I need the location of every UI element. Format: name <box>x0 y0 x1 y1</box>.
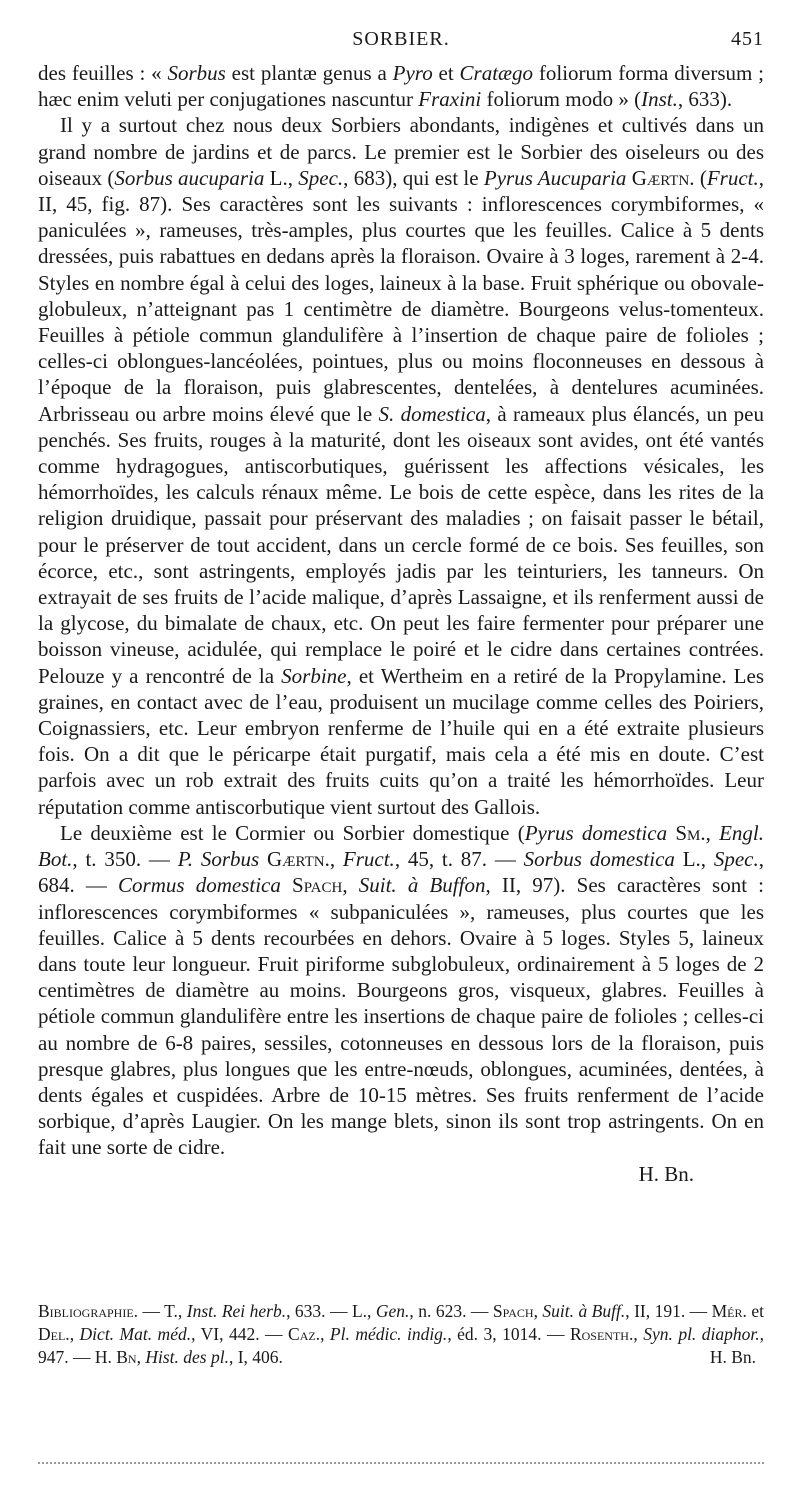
author-abbrev: Mér. <box>711 1301 747 1321</box>
italic-text: Inst. Rei herb. <box>186 1301 287 1321</box>
italic-text: Inst. <box>641 87 678 112</box>
author-abbrev: Gærtn. <box>631 165 695 190</box>
text-run: L., <box>264 165 299 190</box>
author-abbrev: Caz. <box>288 1324 321 1344</box>
text-run: , et Wertheim en a retiré de la Propylamine. Les graines, en contact avec de l’eau, produisent un mucilage comme celles des Poiriers, Coignassiers, etc. Leur embryon renferme de l’huile qui en a été extraite plusieurs fois. On a dit que le péricarpe était purgatif, mais cela a été mis en doute. C’est parfois avec un rob extrait des fruits cuits qu’on a traité les hémorrhoïdes. Leur réputation comme antiscorbutique vient surtout des Gallois. <box>38 663 764 819</box>
author-abbrev: Gærtn. <box>267 847 330 872</box>
italic-text: Suit. à Buff. <box>542 1301 626 1321</box>
text-run: est plantæ genus a <box>225 61 393 85</box>
author-abbrev: H. Bn <box>94 1347 137 1367</box>
text-run: , 947. — <box>38 1324 765 1367</box>
author-abbrev: Spach <box>292 873 343 898</box>
paragraph-2 <box>38 112 764 819</box>
text-run: , 683), qui est le <box>343 165 484 190</box>
running-title: SORBIER. <box>352 28 450 50</box>
text-run: , n. 623. — <box>409 1301 493 1321</box>
author-abbrev: Del. <box>38 1324 70 1344</box>
page-number: 451 <box>731 28 764 50</box>
text-run: , <box>705 820 720 845</box>
text-run: , <box>320 1324 330 1344</box>
paragraph-1 <box>38 60 764 112</box>
italic-text: P. Sorbus <box>177 847 260 872</box>
text-run: , I, 406. <box>228 1347 283 1367</box>
paragraph-3 <box>38 820 764 1161</box>
italic-text: Hist. des pl. <box>145 1347 229 1367</box>
italic-text: Sorbine <box>281 663 347 688</box>
text-run: , II, 97). Ses caractères sont : inflorescences corymbiformes « subpaniculées », rameuses, plus courtes que les feuilles. Calice à 5 dents recourbées en dehors. Ovaire à 5 loges. Styles 5, laineux dans toute leur longueur. Fruit piriforme subglobuleux, ordinairement à 5 loges de 2 centimètres de diamètre au moins. Bourgeons gros, visqueux, glabres. Feuilles à pétiole commun glandulifère entre les insertions de chaque paire de folioles ; celles-ci au nombre de 6-8 paires, sessiles, cotonneuses en dessous lors de la floraison, puis presque glabres, plus longues que les entre-nœuds, oblongues, acuminées, dentées, à dents égales et cuspidées. Arbre de 10-15 mètres. Ses fruits renferment de l’acide sorbique, d’après Laugier. On les mange blets, sinon ils sont trop astringents. On en fait une sorte de cidre. <box>38 873 765 1160</box>
text-run <box>281 873 292 897</box>
article-signature: H. Bn. <box>638 1161 694 1186</box>
text-run: Le deuxième est le Cormier ou Sorbier domestique ( <box>60 820 525 845</box>
text-run: , <box>633 1324 644 1344</box>
italic-text: Pyrus Aucuparia <box>483 165 627 190</box>
text-run: des feuilles : « <box>38 61 168 85</box>
text-run: Il y a surtout chez nous deux Sorbiers abondants, indigènes et cultivés dans un grand nombre de jardins et de parcs. Le premier est le Sorbier des oiseleurs ou des oiseaux ( <box>38 113 764 190</box>
italic-text: Fraxini <box>418 87 482 112</box>
italic-text: Syn. pl. diaphor. <box>643 1324 760 1344</box>
text-run: , <box>329 847 343 872</box>
text-run: , <box>533 1301 543 1321</box>
italic-text: Sorbus <box>167 61 226 85</box>
text-run: , II, 45, fig. 87). Ses caractères sont les suivants : inflorescences corymbiformes, « paniculées », rameuses, très-amples, plus courtes que les feuilles. Calice à 5 dents dressées, puis rabattues en dedans après la floraison. Ovaire à 3 loges, rarement à 2-4. Styles en nombre égal à celui des loges, laineux à la base. Fruit sphérique ou obovale-globuleux, n’atteignant pas 1 centimètre de diamètre. Bourgeons velus-tomenteux. Feuilles à pétiole commun glandulifère à l’insertion de chaque paire de folioles ; celles-ci oblongues-lancéolées, pointues, plus ou moins floconneuses en dessous à l’époque de la floraison, puis glabrescentes, dentelées, à dentelures acuminées. Arbrisseau ou arbre moins élevé que le <box>38 165 764 426</box>
text-run: , 633). <box>677 87 733 112</box>
italic-text: S. domestica <box>378 401 486 426</box>
bibliography <box>38 1300 764 1369</box>
italic-text: Fruct. <box>342 847 395 872</box>
text-run: L., <box>674 847 714 872</box>
author-abbrev: Sm. <box>675 820 706 845</box>
article-body <box>38 60 764 1187</box>
author-abbrev: Rosenth. <box>569 1324 634 1344</box>
text-run: , 633. — L., <box>286 1301 376 1321</box>
page-header <box>38 28 764 56</box>
text-run: et <box>746 1301 764 1321</box>
text-run: , éd. 3, 1014. — <box>447 1324 570 1344</box>
text-run: , II, 191. — <box>625 1301 712 1321</box>
bibliography-signature: H. Bn. <box>709 1347 756 1367</box>
italic-text: Cormus domestica <box>118 873 281 898</box>
text-run: , 45, t. 87. — <box>394 847 524 872</box>
bibliography-label: Bibliographie. <box>38 1301 139 1321</box>
italic-text: Pyro <box>392 61 433 85</box>
text-run: foliorum modo » ( <box>481 87 642 112</box>
text-run: , 684. — <box>38 847 764 898</box>
text-run: , t. 350. — <box>72 847 178 872</box>
italic-text: Pl. médic. indig. <box>329 1324 448 1344</box>
italic-text: Cratægo <box>459 61 534 85</box>
italic-text: Spec. <box>713 847 759 872</box>
text-run: , VI, 442. — <box>191 1324 289 1344</box>
italic-text: Spec. <box>298 165 344 190</box>
italic-text: Engl. Bot. <box>38 820 764 872</box>
text-run: — T., <box>138 1301 187 1321</box>
italic-text: Fruct. <box>706 165 759 190</box>
text-run: et <box>432 61 460 85</box>
italic-text: Suit. à Buffon <box>358 873 486 898</box>
text-run: , <box>342 873 359 898</box>
italic-text: Gen. <box>375 1301 410 1321</box>
text-run: ( <box>694 165 707 190</box>
bottom-bleed-through-rule <box>38 1462 764 1464</box>
italic-text: Sorbus domestica <box>523 847 675 872</box>
text-run <box>259 847 267 871</box>
text-run: , <box>136 1347 146 1367</box>
author-abbrev: Spach <box>492 1301 534 1321</box>
italic-text: Pyrus domestica <box>524 820 668 845</box>
text-run: , <box>69 1324 80 1344</box>
text-run: , à rameaux plus élancés, un peu penchés. Ses fruits, rouges à la maturité, dont les oiseaux sont avides, ont été vantés comme hydragogues, antiscorbutiques, guérissent les affections vésicales, les hémorrhoïdes, les calculs rénaux même. Le bois de cette espèce, dans les rites de la religion druidique, passait pour préservant des maladies ; on faisait passer le bétail, pour le préserver de tout accident, dans un cercle formé de ce bois. Ses feuilles, son écorce, etc., sont astringents, employés jadis par les teinturiers, les tanneurs. On extrayait de ses fruits de l’acide malique, d’après Lassaigne, et ils renferment aussi de la glycose, du bimalate de chaux, etc. On peut les faire fermenter pour préparer une boisson vineuse, acidulée, qui remplace le poiré et le cidre dans certaines contrées. Pelouze y a rencontré de la <box>38 401 764 688</box>
text-run: foliorum forma diversum ; hæc enim veluti per conjugationes nascuntur <box>38 61 765 112</box>
italic-text: Dict. Mat. méd. <box>79 1324 192 1344</box>
italic-text: Sorbus aucuparia <box>114 165 265 190</box>
